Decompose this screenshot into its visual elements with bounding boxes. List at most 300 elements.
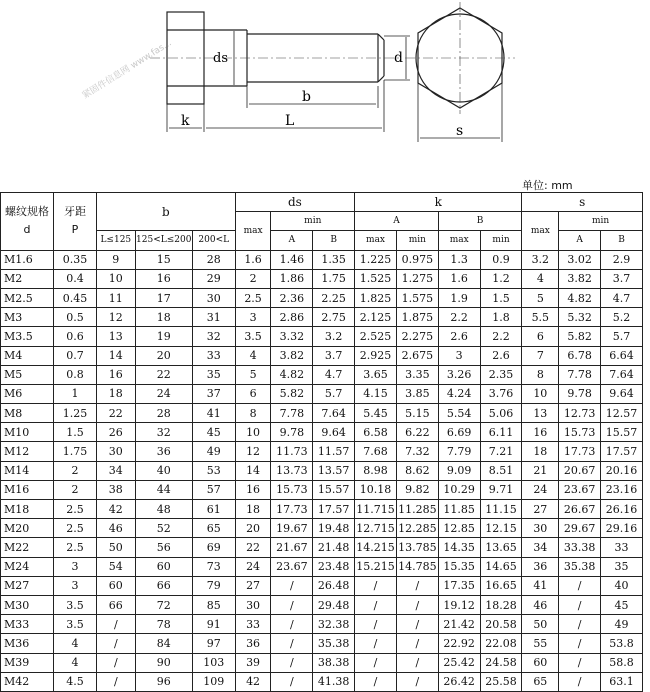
table-cell: 11.15 <box>480 500 522 519</box>
table-row <box>1 500 643 519</box>
table-cell: 18 <box>235 500 271 519</box>
table-cell: 12.285 <box>396 519 438 538</box>
table-cell: 3 <box>438 346 480 365</box>
table-cell: 60 <box>96 576 135 595</box>
table-cell: 17 <box>135 288 192 307</box>
table-cell: 52 <box>135 519 192 538</box>
table-cell: 54 <box>96 557 135 576</box>
ds-dim-label: ds <box>213 51 228 66</box>
table-cell: 3.7 <box>601 269 643 288</box>
table-cell: 17.57 <box>313 500 355 519</box>
table-cell: 25.58 <box>480 672 522 691</box>
table-cell: 2.525 <box>355 327 397 346</box>
table-cell: 49 <box>601 615 643 634</box>
table-cell: M27 <box>1 576 54 595</box>
table-cell: 14.785 <box>396 557 438 576</box>
table-cell: 38 <box>96 480 135 499</box>
table-cell: 6 <box>235 384 271 403</box>
table-cell: / <box>396 653 438 672</box>
table-cell: 13 <box>522 404 559 423</box>
table-cell: 15 <box>135 250 192 269</box>
table-cell: 21 <box>522 461 559 480</box>
table-cell: M36 <box>1 634 54 653</box>
table-cell: 3 <box>235 308 271 327</box>
table-cell: 10.29 <box>438 480 480 499</box>
table-cell: 20 <box>235 519 271 538</box>
table-cell: 1.5 <box>54 423 97 442</box>
table-cell: 2.6 <box>480 346 522 365</box>
table-cell: / <box>96 653 135 672</box>
table-row <box>1 576 643 595</box>
table-cell: 12.73 <box>559 404 601 423</box>
table-cell: 4 <box>235 346 271 365</box>
table-cell: 69 <box>192 538 235 557</box>
table-cell: 61 <box>192 500 235 519</box>
table-cell: 0.9 <box>480 250 522 269</box>
table-cell: 50 <box>96 538 135 557</box>
table-cell: 6.78 <box>559 346 601 365</box>
table-cell: / <box>96 672 135 691</box>
table-cell: / <box>271 615 313 634</box>
table-cell: / <box>271 576 313 595</box>
table-cell: 5.45 <box>355 404 397 423</box>
table-cell: 33 <box>601 538 643 557</box>
table-cell: 41.38 <box>313 672 355 691</box>
header-ds-min-b: B <box>313 231 355 250</box>
table-cell: 103 <box>192 653 235 672</box>
table-cell: 1.9 <box>438 288 480 307</box>
table-cell: 5.06 <box>480 404 522 423</box>
table-cell: 11.285 <box>396 500 438 519</box>
table-cell: 13.65 <box>480 538 522 557</box>
table-cell: 5.32 <box>559 308 601 327</box>
table-cell: 4.7 <box>601 288 643 307</box>
table-cell: 22 <box>235 538 271 557</box>
table-cell: / <box>559 576 601 595</box>
table-cell: 13.73 <box>271 461 313 480</box>
table-row <box>1 480 643 499</box>
header-ds-min-a: A <box>271 231 313 250</box>
table-cell: 25.42 <box>438 653 480 672</box>
table-cell: / <box>96 634 135 653</box>
table-row <box>1 519 643 538</box>
table-cell: 4.5 <box>54 672 97 691</box>
table-cell: 73 <box>192 557 235 576</box>
table-cell: 30 <box>96 442 135 461</box>
table-cell: / <box>559 672 601 691</box>
header-k-a-min: min <box>396 231 438 250</box>
table-cell: 19.67 <box>271 519 313 538</box>
table-cell: 20.58 <box>480 615 522 634</box>
header-s-min-a: A <box>559 231 601 250</box>
s-dim-label: s <box>456 123 464 139</box>
table-cell: 2.75 <box>313 308 355 327</box>
table-cell: / <box>96 615 135 634</box>
table-cell: M1.6 <box>1 250 54 269</box>
table-cell: 4 <box>54 634 97 653</box>
table-cell: / <box>355 672 397 691</box>
header-b-le125: L≤125 <box>96 231 135 250</box>
table-cell: 45 <box>192 423 235 442</box>
table-cell: 19.48 <box>313 519 355 538</box>
table-cell: 10 <box>522 384 559 403</box>
table-cell: 18 <box>135 308 192 327</box>
dimension-table <box>0 192 643 692</box>
table-cell: 20 <box>135 346 192 365</box>
table-cell: 42 <box>96 500 135 519</box>
table-row <box>1 653 643 672</box>
table-cell: 84 <box>135 634 192 653</box>
unit-note: 单位: mm <box>522 179 573 192</box>
table-cell: M8 <box>1 404 54 423</box>
table-cell: 5.7 <box>601 327 643 346</box>
table-cell: 96 <box>135 672 192 691</box>
table-row <box>1 327 643 346</box>
table-cell: 3.2 <box>313 327 355 346</box>
table-cell: 18 <box>96 384 135 403</box>
table-cell: 2.675 <box>396 346 438 365</box>
table-cell: 19 <box>135 327 192 346</box>
table-cell: 1.3 <box>438 250 480 269</box>
table-cell: 53.8 <box>601 634 643 653</box>
table-cell: 17.57 <box>601 442 643 461</box>
header-k-b-min: min <box>480 231 522 250</box>
table-cell: 5.82 <box>559 327 601 346</box>
table-cell: 6.69 <box>438 423 480 442</box>
table-cell: 28 <box>192 250 235 269</box>
table-cell: 6.11 <box>480 423 522 442</box>
table-cell: 2.9 <box>601 250 643 269</box>
table-cell: 4.7 <box>313 365 355 384</box>
table-cell: 32 <box>192 327 235 346</box>
table-cell: 31 <box>192 308 235 327</box>
header-s: s <box>522 193 643 212</box>
d-dim-label: d <box>394 50 403 66</box>
table-cell: 65 <box>192 519 235 538</box>
table-cell: / <box>355 634 397 653</box>
table-cell: 16 <box>235 480 271 499</box>
table-cell: 1.525 <box>355 269 397 288</box>
table-cell: / <box>271 634 313 653</box>
table-cell: 33 <box>235 615 271 634</box>
table-cell: 21.48 <box>313 538 355 557</box>
table-cell: 17.73 <box>271 500 313 519</box>
table-row <box>1 308 643 327</box>
table-cell: M16 <box>1 480 54 499</box>
table-cell: / <box>559 615 601 634</box>
table-cell: 39 <box>235 653 271 672</box>
table-cell: 46 <box>522 595 559 614</box>
table-cell: 2.125 <box>355 308 397 327</box>
table-cell: 1.2 <box>480 269 522 288</box>
table-cell: 8 <box>522 365 559 384</box>
table-cell: 3 <box>54 557 97 576</box>
table-row <box>1 557 643 576</box>
table-cell: 6.22 <box>396 423 438 442</box>
table-cell: 3.82 <box>271 346 313 365</box>
table-cell: 0.4 <box>54 269 97 288</box>
table-row <box>1 423 643 442</box>
header-k-b: B <box>438 212 522 231</box>
table-cell: 8.51 <box>480 461 522 480</box>
table-cell: 13.57 <box>313 461 355 480</box>
table-cell: M24 <box>1 557 54 576</box>
table-cell: 22 <box>135 365 192 384</box>
table-cell: 24 <box>522 480 559 499</box>
table-cell: 1.6 <box>438 269 480 288</box>
table-cell: 32.38 <box>313 615 355 634</box>
table-cell: 7.78 <box>271 404 313 423</box>
table-cell: 46 <box>96 519 135 538</box>
table-cell: 14 <box>235 461 271 480</box>
table-cell: 0.5 <box>54 308 97 327</box>
table-cell: 36 <box>522 557 559 576</box>
table-cell: 21.67 <box>271 538 313 557</box>
header-k-b-max: max <box>438 231 480 250</box>
table-row <box>1 269 643 288</box>
table-cell: 4.15 <box>355 384 397 403</box>
table-cell: 9.78 <box>271 423 313 442</box>
table-cell: 3.5 <box>54 615 97 634</box>
table-cell: 1.575 <box>396 288 438 307</box>
table-cell: 15.73 <box>271 480 313 499</box>
table-cell: 2.2 <box>480 327 522 346</box>
table-cell: / <box>271 595 313 614</box>
header-b: b <box>96 193 235 231</box>
table-cell: 85 <box>192 595 235 614</box>
table-cell: / <box>355 615 397 634</box>
table-cell: 0.8 <box>54 365 97 384</box>
table-cell: 29.48 <box>313 595 355 614</box>
table-cell: 7.68 <box>355 442 397 461</box>
table-cell: / <box>396 576 438 595</box>
table-cell: 1.25 <box>54 404 97 423</box>
table-cell: 23.48 <box>313 557 355 576</box>
table-cell: 5 <box>522 288 559 307</box>
table-cell: 1.825 <box>355 288 397 307</box>
table-cell: 35 <box>601 557 643 576</box>
table-cell: 45 <box>601 595 643 614</box>
table-cell: 2.25 <box>313 288 355 307</box>
table-cell: M20 <box>1 519 54 538</box>
table-cell: 7.32 <box>396 442 438 461</box>
table-cell: 30 <box>192 288 235 307</box>
table-cell: 40 <box>135 461 192 480</box>
table-cell: 22.08 <box>480 634 522 653</box>
table-cell: 36 <box>235 634 271 653</box>
table-cell: / <box>396 634 438 653</box>
table-cell: 7.79 <box>438 442 480 461</box>
table-cell: 15.57 <box>313 480 355 499</box>
table-cell: 11.73 <box>271 442 313 461</box>
table-cell: 26.67 <box>559 500 601 519</box>
table-cell: M33 <box>1 615 54 634</box>
table-cell: 21.42 <box>438 615 480 634</box>
header-ds-max: max <box>235 212 271 250</box>
header-s-min: min <box>559 212 643 231</box>
table-cell: 3.2 <box>522 250 559 269</box>
table-cell: 3.32 <box>271 327 313 346</box>
table-cell: / <box>355 595 397 614</box>
table-cell: 32 <box>135 423 192 442</box>
table-cell: / <box>396 672 438 691</box>
table-cell: 4 <box>54 653 97 672</box>
table-row <box>1 404 643 423</box>
table-cell: 11 <box>96 288 135 307</box>
table-cell: / <box>559 653 601 672</box>
table-cell: 12.57 <box>601 404 643 423</box>
table-cell: 29.67 <box>559 519 601 538</box>
header-s-max: max <box>522 212 559 250</box>
table-cell: 72 <box>135 595 192 614</box>
table-cell: 37 <box>192 384 235 403</box>
table-row <box>1 615 643 634</box>
table-cell: 16 <box>135 269 192 288</box>
table-cell: 5.7 <box>313 384 355 403</box>
table-cell: 48 <box>135 500 192 519</box>
table-cell: 27 <box>235 576 271 595</box>
table-cell: 14.215 <box>355 538 397 557</box>
header-pitch: 牙距 P <box>54 193 97 251</box>
table-cell: 11.85 <box>438 500 480 519</box>
table-cell: 0.6 <box>54 327 97 346</box>
table-row <box>1 250 643 269</box>
table-cell: 3.02 <box>559 250 601 269</box>
table-cell: 1.75 <box>54 442 97 461</box>
table-cell: 6.64 <box>601 346 643 365</box>
table-cell: 40 <box>601 576 643 595</box>
table-cell: 33 <box>192 346 235 365</box>
table-cell: 16 <box>522 423 559 442</box>
header-b-gt200: 200<L <box>192 231 235 250</box>
table-cell: 44 <box>135 480 192 499</box>
table-cell: 7 <box>522 346 559 365</box>
table-cell: 24 <box>135 384 192 403</box>
table-cell: 1.86 <box>271 269 313 288</box>
table-cell: 1.275 <box>396 269 438 288</box>
table-row <box>1 442 643 461</box>
table-cell: M10 <box>1 423 54 442</box>
table-cell: 66 <box>135 576 192 595</box>
table-cell: 60 <box>135 557 192 576</box>
table-cell: 4.82 <box>559 288 601 307</box>
k-dim-label: k <box>181 113 190 129</box>
table-cell: 10.18 <box>355 480 397 499</box>
table-cell: 35 <box>192 365 235 384</box>
table-cell: 15.57 <box>601 423 643 442</box>
table-cell: 3.5 <box>235 327 271 346</box>
table-cell: / <box>396 615 438 634</box>
table-cell: 3.85 <box>396 384 438 403</box>
table-cell: 9.64 <box>313 423 355 442</box>
table-row <box>1 288 643 307</box>
table-cell: 2.5 <box>54 538 97 557</box>
table-cell: 5 <box>235 365 271 384</box>
table-cell: 26 <box>96 423 135 442</box>
table-cell: 3.76 <box>480 384 522 403</box>
table-cell: 35.38 <box>559 557 601 576</box>
table-cell: 9.78 <box>559 384 601 403</box>
table-cell: 1.225 <box>355 250 397 269</box>
table-cell: 33.38 <box>559 538 601 557</box>
table-cell: 11.57 <box>313 442 355 461</box>
table-cell: 2.86 <box>271 308 313 327</box>
table-cell: 9.64 <box>601 384 643 403</box>
table-cell: 24.58 <box>480 653 522 672</box>
table-cell: 42 <box>235 672 271 691</box>
table-cell: 10 <box>235 423 271 442</box>
table-cell: 26.42 <box>438 672 480 691</box>
table-cell: 78 <box>135 615 192 634</box>
table-cell: 2.925 <box>355 346 397 365</box>
table-cell: 16 <box>96 365 135 384</box>
table-cell: 66 <box>96 595 135 614</box>
table-cell: 17.35 <box>438 576 480 595</box>
table-cell: 23.67 <box>271 557 313 576</box>
table-cell: / <box>396 595 438 614</box>
table-cell: 97 <box>192 634 235 653</box>
header-k-a: A <box>355 212 439 231</box>
table-cell: 10 <box>96 269 135 288</box>
table-cell: 14 <box>96 346 135 365</box>
table-cell: 9 <box>96 250 135 269</box>
table-cell: 1.875 <box>396 308 438 327</box>
table-cell: 7.64 <box>601 365 643 384</box>
table-cell: / <box>271 653 313 672</box>
header-thread-size: 螺纹规格 d <box>1 193 54 251</box>
table-cell: 30 <box>235 595 271 614</box>
table-cell: 2 <box>235 269 271 288</box>
table-cell: 2.36 <box>271 288 313 307</box>
table-cell: / <box>559 634 601 653</box>
table-row <box>1 346 643 365</box>
table-row <box>1 461 643 480</box>
table-cell: 12 <box>96 308 135 327</box>
table-cell: 4.82 <box>271 365 313 384</box>
table-cell: 17.73 <box>559 442 601 461</box>
table-cell: 12 <box>235 442 271 461</box>
table-cell: 35.38 <box>313 634 355 653</box>
table-cell: 41 <box>522 576 559 595</box>
b-dim-label: b <box>302 89 311 105</box>
table-cell: 8 <box>235 404 271 423</box>
table-cell: 15.35 <box>438 557 480 576</box>
table-cell: 38.38 <box>313 653 355 672</box>
table-cell: 4 <box>522 269 559 288</box>
table-cell: 9.82 <box>396 480 438 499</box>
table-cell: 34 <box>522 538 559 557</box>
l-dim-label: L <box>285 113 295 129</box>
table-cell: M12 <box>1 442 54 461</box>
table-cell: 27 <box>522 500 559 519</box>
table-cell: 63.1 <box>601 672 643 691</box>
table-cell: 3.82 <box>559 269 601 288</box>
table-cell: 5.54 <box>438 404 480 423</box>
table-cell: 23.67 <box>559 480 601 499</box>
table-cell: 29.16 <box>601 519 643 538</box>
table-row <box>1 538 643 557</box>
table-cell: 1.46 <box>271 250 313 269</box>
table-row <box>1 384 643 403</box>
table-cell: 3.7 <box>313 346 355 365</box>
table-cell: 50 <box>522 615 559 634</box>
table-cell: 7.64 <box>313 404 355 423</box>
table-cell: 18.28 <box>480 595 522 614</box>
table-cell: M42 <box>1 672 54 691</box>
table-cell: 53 <box>192 461 235 480</box>
table-cell: 41 <box>192 404 235 423</box>
table-row <box>1 365 643 384</box>
